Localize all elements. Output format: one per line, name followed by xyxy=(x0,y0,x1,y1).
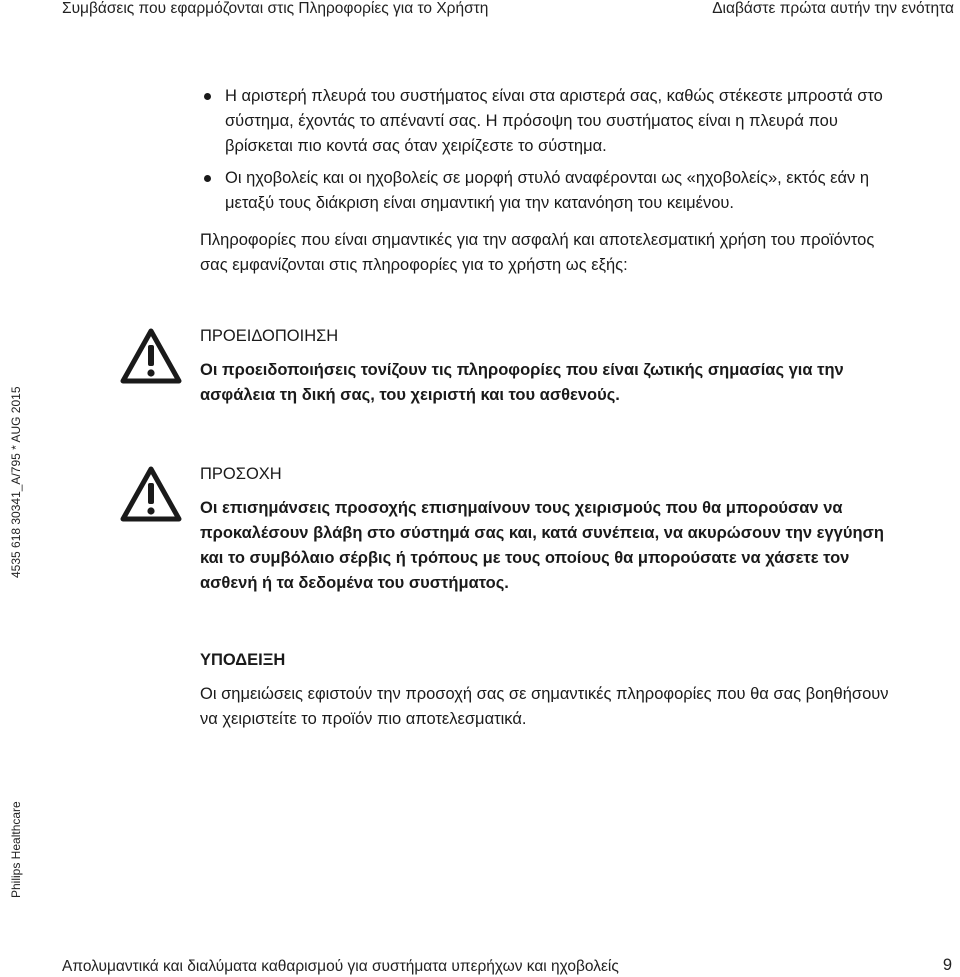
bullet-text: Οι ηχοβολείς και οι ηχοβολείς σε μορφή στυλό αναφέρονται ως «ηχοβολείς», εκτός εάν η μεταξύ τους διάκριση είναι σημαντική για την κατανόηση του κειμένου. xyxy=(225,169,870,212)
bullet-icon xyxy=(204,93,211,100)
note-body: Οι σημειώσεις εφιστούν την προσοχή σας σε σημαντικές πληροφορίες που θα σας βοηθήσουν να χειριστείτε το προϊόν πιο αποτελεσματικά. xyxy=(200,685,889,728)
document-code: 4535 618 30341_A/795 * AUG 2015 xyxy=(9,386,23,578)
note-title: ΥΠΟΔΕΙΞΗ xyxy=(200,651,286,669)
brand-name: Philips Healthcare xyxy=(9,801,23,898)
intro-paragraph: Πληροφορίες που είναι σημαντικές για την ασφαλή και αποτελεσματική χρήση του προϊόντος σας εμφανίζονται στις πληροφορίες για το χρήστη ως εξής: xyxy=(200,231,875,274)
warning-title: ΠΡΟΕΙΔΟΠΟΙΗΣΗ xyxy=(200,327,339,345)
running-header-title: Συμβάσεις που εφαρμόζονται στις Πληροφορίες για το Χρήστη xyxy=(62,0,489,17)
page-number: 9 xyxy=(942,956,952,974)
warning-body: Οι προειδοποιήσεις τονίζουν τις πληροφορίες που είναι ζωτικής σημασίας για την ασφάλεια τη δική σας, του χειριστή και του ασθενούς. xyxy=(200,361,844,404)
caution-title: ΠΡΟΣΟΧΗ xyxy=(200,465,282,483)
bullet-text: Η αριστερή πλευρά του συστήματος είναι στα αριστερά σας, καθώς στέκεστε μπροστά στο σύστημα, έχοντάς το απέναντί σας. Η πρόσοψη του συστήματος είναι η πλευρά που βρίσκεται πιο κοντά σας όταν χειρίζεστε το σύστημα. xyxy=(225,87,883,155)
footer-manual-title: Απολυμαντικά και διαλύματα καθαρισμού για συστήματα υπερήχων και ηχοβολείς xyxy=(62,958,619,975)
running-header-section: Διαβάστε πρώτα αυτήν την ενότητα xyxy=(712,0,954,17)
note-notice xyxy=(200,648,900,732)
warning-notice xyxy=(200,324,900,408)
list-item xyxy=(200,166,900,216)
warning-triangle-icon xyxy=(118,326,184,386)
caution-notice xyxy=(200,462,900,596)
bullet-icon xyxy=(204,175,211,182)
conventions-bullet-list xyxy=(200,84,900,223)
caution-triangle-icon xyxy=(118,464,184,524)
list-item xyxy=(200,84,900,159)
caution-body: Οι επισημάνσεις προσοχής επισημαίνουν τους χειρισμούς που θα μπορούσαν να προκαλέσουν βλάβη στο σύστημά σας και, κατά συνέπεια, να ακυρώσουν την εγγύηση και το συμβόλαιο σέρβις ή τρόπους με τους οποίους θα μπορούσατε να χάσετε τον ασθενή ή τα δεδομένα του συστήματος. xyxy=(200,499,884,592)
